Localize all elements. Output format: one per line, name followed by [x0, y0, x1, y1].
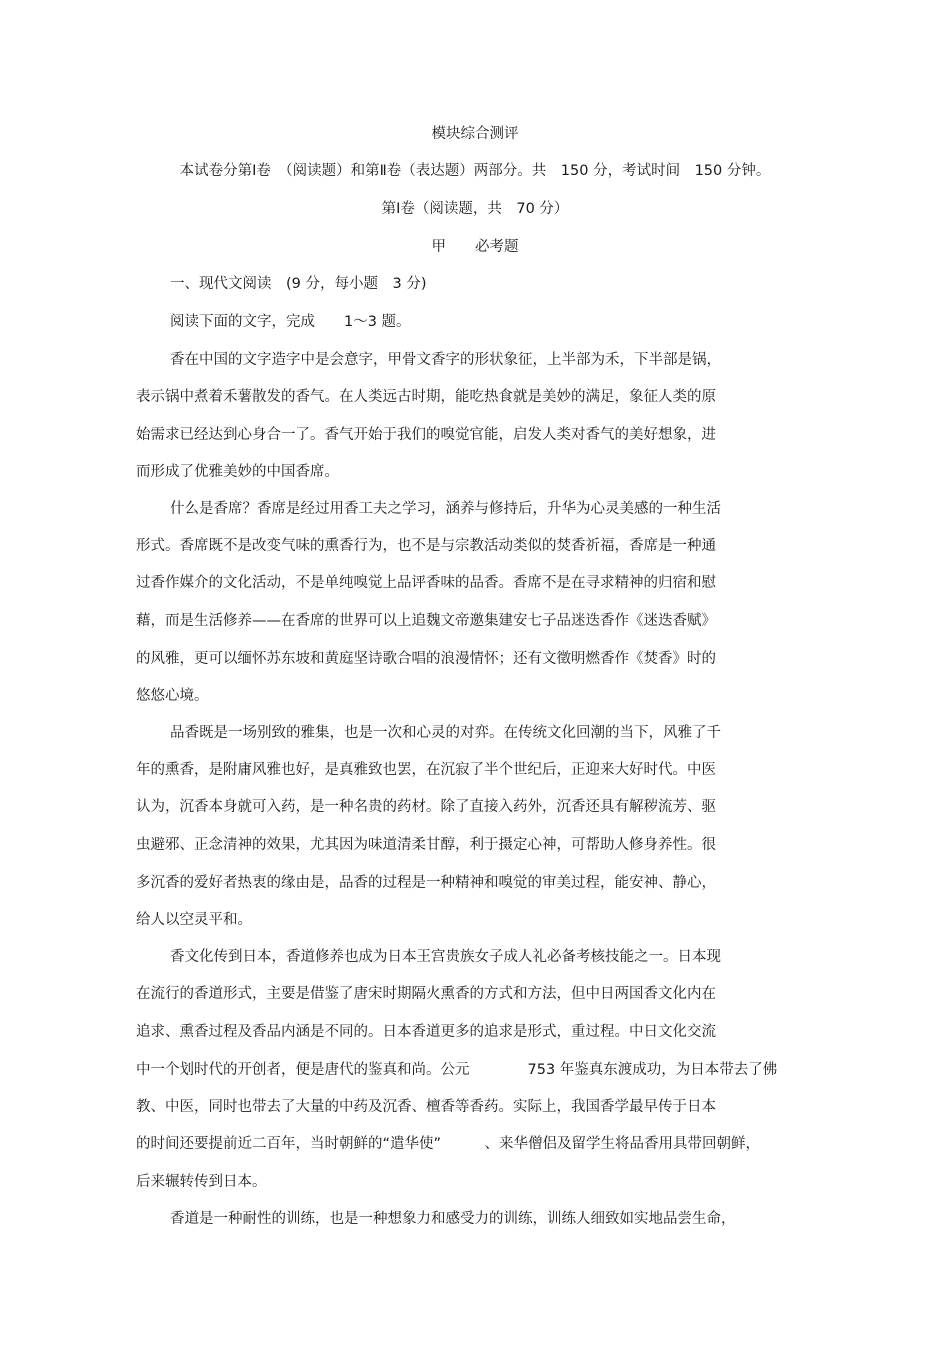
- body-line: 而形成了优雅美妙的中国香席。: [136, 464, 339, 480]
- body-line: 香道是一种耐性的训练，也是一种想象力和感受力的训练，训练人细致如实地品尝生命，: [170, 1211, 736, 1227]
- body-line: 藉，而是生活修养——在香席的世界可以上追魏文帝邀集建安七子品迷迭香作《迷迭香赋》: [136, 613, 716, 629]
- body-line: 的时间还要提前近二百年，当时朝鲜的“遣华使” 、来华僧侣及留学生将品香用具带回朝鲜，: [136, 1136, 761, 1152]
- body-line: 品香既是一场别致的雅集，也是一次和心灵的对弈。在传统文化回潮的当下，风雅了千: [170, 725, 721, 741]
- body-line: 给人以空灵平和。: [136, 912, 252, 928]
- body-line: 多沉香的爱好者热衷的缘由是，品香的过程是一种精神和嗅觉的审美过程，能安神、静心，: [136, 875, 716, 891]
- body-line: 虫避邪、正念清神的效果，尤其因为味道清柔甘醇，利于摄定心神，可帮助人修身养性。很: [136, 837, 716, 853]
- body-line: 表示锅中煮着禾薯散发的香气。在人类远古时期，能吃热食就是美妙的满足，象征人类的原: [136, 389, 716, 405]
- part-heading: 第Ⅰ卷（阅读题，共 70 分）: [381, 201, 569, 217]
- body-line: 形式。香席既不是改变气味的熏香行为，也不是与宗教活动类似的焚香祈福，香席是一种通: [136, 538, 716, 554]
- body-line: 年的熏香，是附庸风雅也好，是真雅致也罢，在沉寂了半个世纪后，正迎来大好时代。中医: [136, 762, 716, 778]
- reading-instruction: 阅读下面的文字，完成 1～3 题。: [170, 314, 411, 330]
- section-heading: 甲 必考题: [431, 239, 519, 255]
- body-line: 认为，沉香本身就可入药，是一种名贵的药材。除了直接入药外，沉香还具有解秽流芳、驱: [136, 799, 716, 815]
- question-heading: 一、现代文阅读 (9 分，每小题 3 分): [170, 276, 427, 292]
- body-line: 的风雅，更可以缅怀苏东坡和黄庭坚诗歌合唱的浪漫情怀；还有文徵明燃香作《焚香》时的: [136, 651, 716, 667]
- body-line: 过香作媒介的文化活动，不是单纯嗅觉上品评香味的品香。香席不是在寻求精神的归宿和慰: [136, 575, 716, 591]
- body-line: 悠悠心境。: [136, 688, 209, 704]
- body-line: 什么是香席？香席是经过用香工夫之学习，涵养与修持后，升华为心灵美感的一种生活: [170, 501, 721, 517]
- body-line: 追求、熏香过程及香品内涵是不同的。日本香道更多的追求是形式，重过程。中日文化交流: [136, 1024, 716, 1040]
- document-title: 模块综合测评: [431, 126, 519, 142]
- body-line: 香在中国的文字造字中是会意字，甲骨文香字的形状象征，上半部为禾，下半部是锅，: [170, 352, 721, 368]
- body-line: 中一个划时代的开创者，便是唐代的鉴真和尚。公元 753 年鉴真东渡成功，为日本带去了佛: [136, 1062, 778, 1078]
- body-line: 香文化传到日本，香道修养也成为日本王宫贵族女子成人礼必备考核技能之一。日本现: [170, 949, 721, 965]
- body-line: 始需求已经达到心身合一了。香气开始于我们的嗅觉官能，启发人类对香气的美好想象，进: [136, 427, 716, 443]
- exam-intro: 本试卷分第Ⅰ卷 （阅读题）和第Ⅱ卷（表达题）两部分。共 150 分，考试时间 150 分钟。: [179, 163, 771, 179]
- body-line: 教、中医，同时也带去了大量的中药及沉香、檀香等香药。实际上，我国香学最早传于日本: [136, 1099, 716, 1115]
- body-line: 在流行的香道形式，主要是借鉴了唐宋时期隔火熏香的方式和方法，但中日两国香文化内在: [136, 986, 716, 1002]
- body-line: 后来辗转传到日本。: [136, 1174, 267, 1190]
